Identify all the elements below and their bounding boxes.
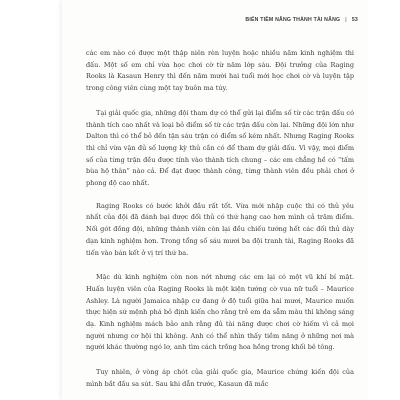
header-separator: | (345, 17, 347, 23)
running-header (245, 17, 358, 23)
chapter-title: BIẾN TIỀM NĂNG THÀNH TÀI NĂNG (245, 17, 341, 23)
book-page (62, 0, 368, 400)
paragraph: Tại giải quốc gia, những đội tham dự có thể gửi lại điểm số từ các trận đấu có thành tích cao nhất và loại bỏ điểm số từ các trận đấu còn lại. Những đội lớn như Dalton thì có thể bỏ đến tận sáu trận có điểm số kém nhất. Nhưng Raging Rooks thì chỉ vừa vặn đủ số lượng kỳ thủ cần có để tham dự giải đấu. Vì vậy, mọi điểm số của từng trận đều được tính vào thành tích chung – các em chẳng hề có “tấm bùa hộ thân” nào cả. Để đạt được thành công, từng thành viên đều phải chơi ở phong độ cao nhất. (86, 108, 354, 188)
paragraph: Tuy nhiên, ở vòng áp chót của giải quốc gia, Maurice chứng kiến đội của mình bắt đầu sa sút. Sau khi dẫn trước, Kasaun đã mắc (86, 368, 354, 388)
paragraph: Mặc dù kinh nghiệm còn non nớt nhưng các em lại có một vũ khí bí mật. Huấn luyện viên của Raging Rooks là một kiện tướng cờ vua nữ tuổi – Maurice Ashley. Là người Jamaica nhập cư đang ở độ tuổi giữa hai mươi, Maurice muốn thực hiện sứ mệnh phá bỏ định kiến cho rằng trẻ em da sẫm màu thì không sáng dạ. Kinh nghiệm mách bảo anh rằng đủ tài năng được chơi cờ hiếm vì cả mọi người nhưng cơ hội thì không. Anh có thể nhìn thấy tiềm năng ở những nơi mà người khác thường ngó lơ, anh tìm cách trồng hoa hồng trong khối bê tông. (86, 273, 354, 352)
body-text (86, 48, 354, 400)
paragraph: các em nào có được một thập niên rèn luyện hoặc nhiều năm kinh nghiệm thi đấu. Một số em chỉ vừa học chơi cờ từ năm lớp sáu. Đội trưởng của Raging Rooks là Kasaun Henry thì đến năm mười hai tuổi mới học chơi cờ và luyện tập trong công viên cùng một tay buôn ma túy. (86, 49, 354, 93)
page-number: 53 (351, 17, 358, 23)
paragraph: Raging Rooks có bước khởi đầu rất tốt. Vừa mới nhập cuộc thi có thủ yêu nhất của đội đã đánh bại được đối thủ có thứ hạng cao hơn mình cả trăm điểm. Nối gót đồng đội, những thành viên còn lại đều chiếu tướng hết các đối thủ dày dạn kinh nghiệm hơn. Trong tổng số sáu mươi ba đội tranh tài, Raging Rooks đã tiến vào bán kết ở vị trí thứ ba. (86, 201, 354, 257)
